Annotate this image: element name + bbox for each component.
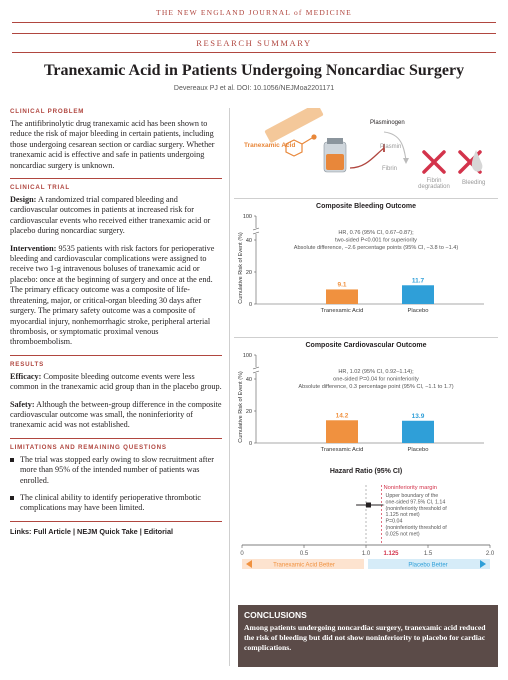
y-tick-label: 100 — [242, 214, 252, 220]
bleeding-chart — [234, 203, 498, 329]
degradation-label: Fibrin degradation — [418, 178, 450, 190]
header-rule — [12, 22, 496, 23]
safety-label: Safety: — [10, 399, 35, 409]
divider — [234, 198, 498, 199]
column-divider — [229, 108, 230, 666]
axis-break — [253, 367, 259, 369]
cardiovascular-chart — [234, 342, 498, 466]
divider — [10, 355, 222, 356]
mechanism-svg — [234, 108, 498, 192]
y-tick-label: 40 — [245, 238, 252, 244]
fibrin-label: Fibrin — [382, 166, 398, 172]
y-tick-label: 0 — [248, 302, 252, 308]
y-tick-label: 20 — [245, 409, 252, 415]
bleeding-chart-svg — [234, 210, 498, 322]
y-tick-label: 40 — [245, 377, 252, 383]
inhibition-arrow — [350, 148, 384, 168]
y-axis-label: Cumulative Risk of Event (%) — [238, 232, 244, 304]
right-label: Placebo Better — [408, 562, 448, 569]
design-label: Design: — [10, 195, 37, 205]
plasminogen-label: Plasminogen — [370, 120, 405, 126]
section-banner: RESEARCH SUMMARY — [12, 33, 496, 53]
annotation-line: one-sided 97.5% CI, 1.14 — [385, 499, 446, 506]
page-title: Tranexamic Acid in Patients Undergoing Noncardiac Surgery — [43, 62, 465, 79]
annotation-line: HR, 0.76 (95% CI, 0.67–0.87); — [338, 230, 414, 236]
annotation-line: 1.125 not met) — [385, 512, 420, 519]
annotation-line: Absolute difference, 0.3 percentage point (95% CI, −1.1 to 1.7) — [298, 384, 454, 390]
limitations-list — [10, 455, 222, 514]
annotation-line: Upper boundary of the — [385, 493, 439, 499]
cross-degradation-icon — [424, 152, 444, 172]
y-axis-label: Cumulative Risk of Event (%) — [238, 371, 244, 443]
bar — [402, 285, 434, 304]
left-label: Tranexamic Acid Better — [273, 562, 335, 569]
drug-label: Tranexamic Acid — [244, 142, 296, 149]
x-tick-label: Placebo — [407, 308, 429, 314]
x-tick-label: 2.0 — [485, 551, 495, 557]
y-tick-label: 20 — [245, 270, 252, 276]
axis-break — [253, 228, 259, 230]
divider — [10, 521, 222, 522]
conclusions-box — [238, 605, 498, 667]
annotation-line: (noninferiority threshold of — [385, 525, 447, 531]
x-tick-label: Tranexamic Acid — [320, 308, 364, 314]
data-label: 9.1 — [337, 281, 347, 289]
x-tick-label: 0 — [240, 551, 244, 557]
divider — [234, 337, 498, 338]
bar — [402, 421, 434, 443]
bar — [326, 420, 358, 443]
clinical-trial-heading: CLINICAL TRIAL — [10, 184, 70, 192]
intervention-paragraph — [10, 244, 222, 348]
safety-text: Although the between-group difference in the composite cardiovascular outcome was small, the noninferiority of tranexamic acid was not established. — [10, 399, 222, 430]
hazard-ratio-chart — [234, 468, 498, 584]
efficacy-paragraph — [10, 372, 222, 393]
divider — [10, 178, 222, 179]
annotation-line: two-sided P<0.001 for superiority — [335, 237, 417, 244]
bleeding-label: Bleeding — [462, 180, 486, 186]
annotation-line: HR, 1.02 (95% CI, 0.92–1.14); — [338, 369, 414, 375]
annotation-line: one-sided P=0.04 for noninferiority — [333, 376, 419, 383]
plasmin-label: Plasmin — [380, 144, 402, 150]
conclusions-text: Among patients undergoing noncardiac surgery, tranexamic acid reduced the risk of bleeding but did not show noninferiority to placebo for cardiac complications. — [244, 623, 486, 652]
annotation-line: Absolute difference, −2.6 percentage points (95% CI, −3.8 to −1.4) — [293, 245, 459, 251]
chart-title: Hazard Ratio (95% CI) — [329, 468, 403, 475]
efficacy-label: Efficacy: — [10, 371, 42, 381]
data-label: 11.7 — [411, 277, 425, 285]
list-item: The trial was stopped early owing to slow recruitment after more than 95% of the intended number of patients was enrolled. — [10, 455, 222, 486]
design-text: A randomized trial compared bleeding and cardiovascular outcomes in patients at increased risk for cardiovascular events who received either tranexamic acid or placebo during noncardiac surgery. — [10, 195, 211, 236]
x-tick-label: 1.5 — [423, 551, 433, 557]
list-item: The clinical ability to identify perioperative thrombotic complications may have been limited. — [10, 493, 222, 514]
citation: Devereaux PJ et al. DOI: 10.1056/NEJMoa2201171 — [173, 85, 335, 92]
bar — [326, 289, 358, 304]
results-heading: RESULTS — [10, 360, 45, 368]
conclusions-heading: CONCLUSIONS — [244, 610, 307, 620]
safety-paragraph — [10, 400, 222, 431]
clinical-problem-text: The antifibrinolytic drug tranexamic acid has been shown to reduce the risk of major bleeding in certain patients, including those undergoing cesarean section or cardiac surgery. Whether tranexamic acid is effective and safe in patients undergoing noncardiac surgery is unknown. — [10, 119, 215, 170]
hazard-ratio-svg — [234, 475, 498, 579]
vial-icon — [324, 138, 346, 172]
chart-title: Composite Cardiovascular Outcome — [305, 342, 427, 349]
intervention-text: 9535 patients with risk factors for perioperative bleeding and cardiovascular complications were assigned to receive two 1-g intravenous boluses of tranexamic acid or placebo: once at the beginning of surgery and once at the end. The primary efficacy outcome was a composite of life-threatening, major, or critical-organ bleeding 30 days after surgery. The primary safety outcome was a composite of myocardial injury, nonhemorrhagic stroke, peripheral arterial thrombosis, or symptomatic proximal venous thromboembolism. — [10, 243, 215, 347]
y-tick-label: 0 — [248, 441, 252, 447]
divider — [10, 438, 222, 439]
annotation-line: (noninferiority threshold of — [385, 505, 447, 512]
data-label: 14.2 — [335, 412, 349, 420]
efficacy-text: Composite bleeding outcome events were less common in the tranexamic acid group than in the placebo group. — [10, 371, 222, 392]
right-column — [234, 108, 498, 584]
cardiovascular-chart-svg — [234, 349, 498, 461]
chart-title: Composite Bleeding Outcome — [316, 203, 416, 210]
x-tick-label: Tranexamic Acid — [320, 447, 364, 453]
margin-label: 1.125 — [383, 551, 399, 557]
axis-break — [253, 371, 259, 373]
annotation-line: 0.025 not met) — [385, 531, 420, 538]
mechanism-illustration — [234, 108, 498, 192]
clinical-problem-heading: CLINICAL PROBLEM — [10, 108, 85, 115]
syringe-icon — [264, 108, 331, 143]
axis-break — [253, 232, 259, 234]
y-tick-label: 100 — [242, 353, 252, 359]
x-tick-label: Placebo — [407, 447, 429, 453]
intervention-label: Intervention: — [10, 243, 57, 253]
journal-name: THE NEW ENGLAND JOURNAL of MEDICINE — [156, 8, 352, 17]
x-tick-label: 0.5 — [299, 551, 309, 557]
annotation-line: P=0.04 — [385, 518, 403, 525]
x-tick-label: 1.0 — [361, 551, 371, 557]
margin-title: Noninferiority margin — [383, 485, 437, 491]
data-label: 13.9 — [411, 412, 425, 420]
point-estimate — [366, 503, 371, 508]
design-paragraph — [10, 195, 222, 237]
links-line[interactable]: Links: Full Article | NEJM Quick Take | Editorial — [10, 526, 174, 536]
left-column — [10, 108, 222, 536]
limitations-heading: LIMITATIONS AND REMAINING QUESTIONS — [10, 443, 167, 451]
